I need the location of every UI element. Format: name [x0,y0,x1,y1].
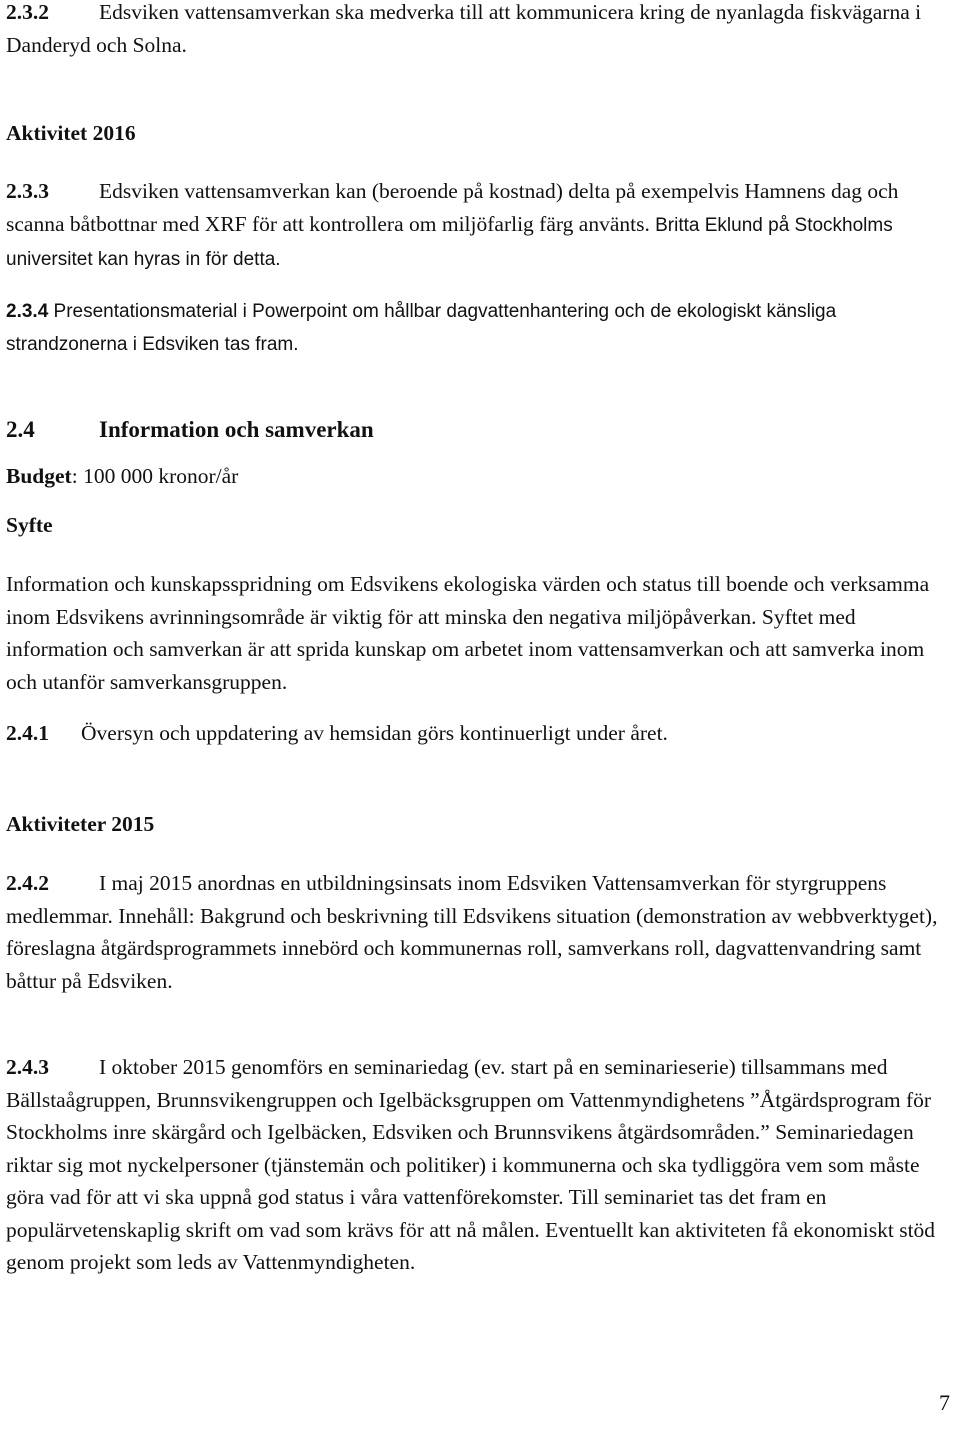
section-2-4-2 [6,867,956,997]
section-text: I maj 2015 anordnas en utbildningsinsats inom Edsviken Vattensamverkan för styrgruppens medlemmar. Innehåll: Bakgrund och beskrivning till Edsvikens situation (demonstration av webbverktyget), föreslagna åtgärdsprogrammets innebörd och kommunernas roll, samverkans roll, dagvattenvandring samt båttur på Edsviken. [6,871,938,993]
section-number: 2.4.1 [6,721,49,745]
section-text: Översyn och uppdatering av hemsidan görs kontinuerligt under året. [81,721,668,745]
section-number: 2.4 [6,417,35,442]
section-number: 2.3.2 [6,0,49,24]
section-2-3-4 [6,296,956,361]
section-2-4-3 [6,1051,956,1279]
budget-value: : 100 000 kronor/år [71,464,239,488]
section-text: Edsviken vattensamverkan kan (beroende på kostnad) delta på exempelvis Hamnens dag och scanna båtbottnar med XRF för att kontrollera om miljöfarlig färg använts. [6,179,899,236]
section-text: Edsviken vattensamverkan ska medverka till att kommunicera kring de nyanlagda fiskvägarna i Danderyd och Solna. [6,0,922,57]
section-2-4-1 [6,717,956,750]
activity-heading-2015: Aktiviteter 2015 [6,812,155,836]
section-number: 2.4.2 [6,871,49,895]
syfte-text: Information och kunskapsspridning om Edsvikens ekologiska värden och status till boende och verksamma inom Edsvikens avrinningsområde är viktig för att minska den negativa miljöpåverkan. Syftet med information och samverkan är att sprida kunskap om arbetet inom vattensamverkan och att samverka inom och utanför samverkansgruppen. [6,572,930,694]
section-2-3-2 [6,0,956,61]
section-text-sans: Britta Eklund på Stockholms universitet kan hyras in för detta. [6,214,893,270]
activity-heading-2016: Aktivitet 2016 [6,121,136,145]
section-number: 2.3.4 [6,301,49,322]
section-2-4-heading [6,414,956,447]
page-number: 7 [939,1390,950,1415]
section-number: 2.3.3 [6,179,49,203]
section-text: Presentationsmaterial i Powerpoint om hållbar dagvattenhantering och de ekologiskt känsliga strandzonerna i Edsviken tas fram. [6,301,837,355]
section-text: I oktober 2015 genomförs en seminariedag (ev. start på en seminarieserie) tillsammans med Bällstaågruppen, Brunnsvikengruppen och Igelbäcksgruppen om Vattenmyndighetens ”Åtgärdsprogram för Stockholms inre skärgård och Igelbäcken, Edsviken och Brunnsvikens åtgärdsområden.” Seminariedagen riktar sig mot nyckelpersoner (tjänstemän och politiker) i kommunerna och ska tydliggöra vem som måste göra vad för att vi ska uppnå god status i våra vattenförekomster. Till seminariet tas det fram en populärvetenskaplig skrift om vad som krävs för att nå målen. Eventuellt kan aktiviteten få ekonomiskt stöd genom projekt som leds av Vattenmyndigheten. [6,1055,936,1274]
syfte-heading: Syfte [6,513,53,537]
section-number: 2.4.3 [6,1055,49,1079]
section-title: Information och samverkan [99,417,374,442]
section-2-3-3 [6,175,956,277]
budget-line [6,460,956,493]
budget-label: Budget [6,464,72,488]
